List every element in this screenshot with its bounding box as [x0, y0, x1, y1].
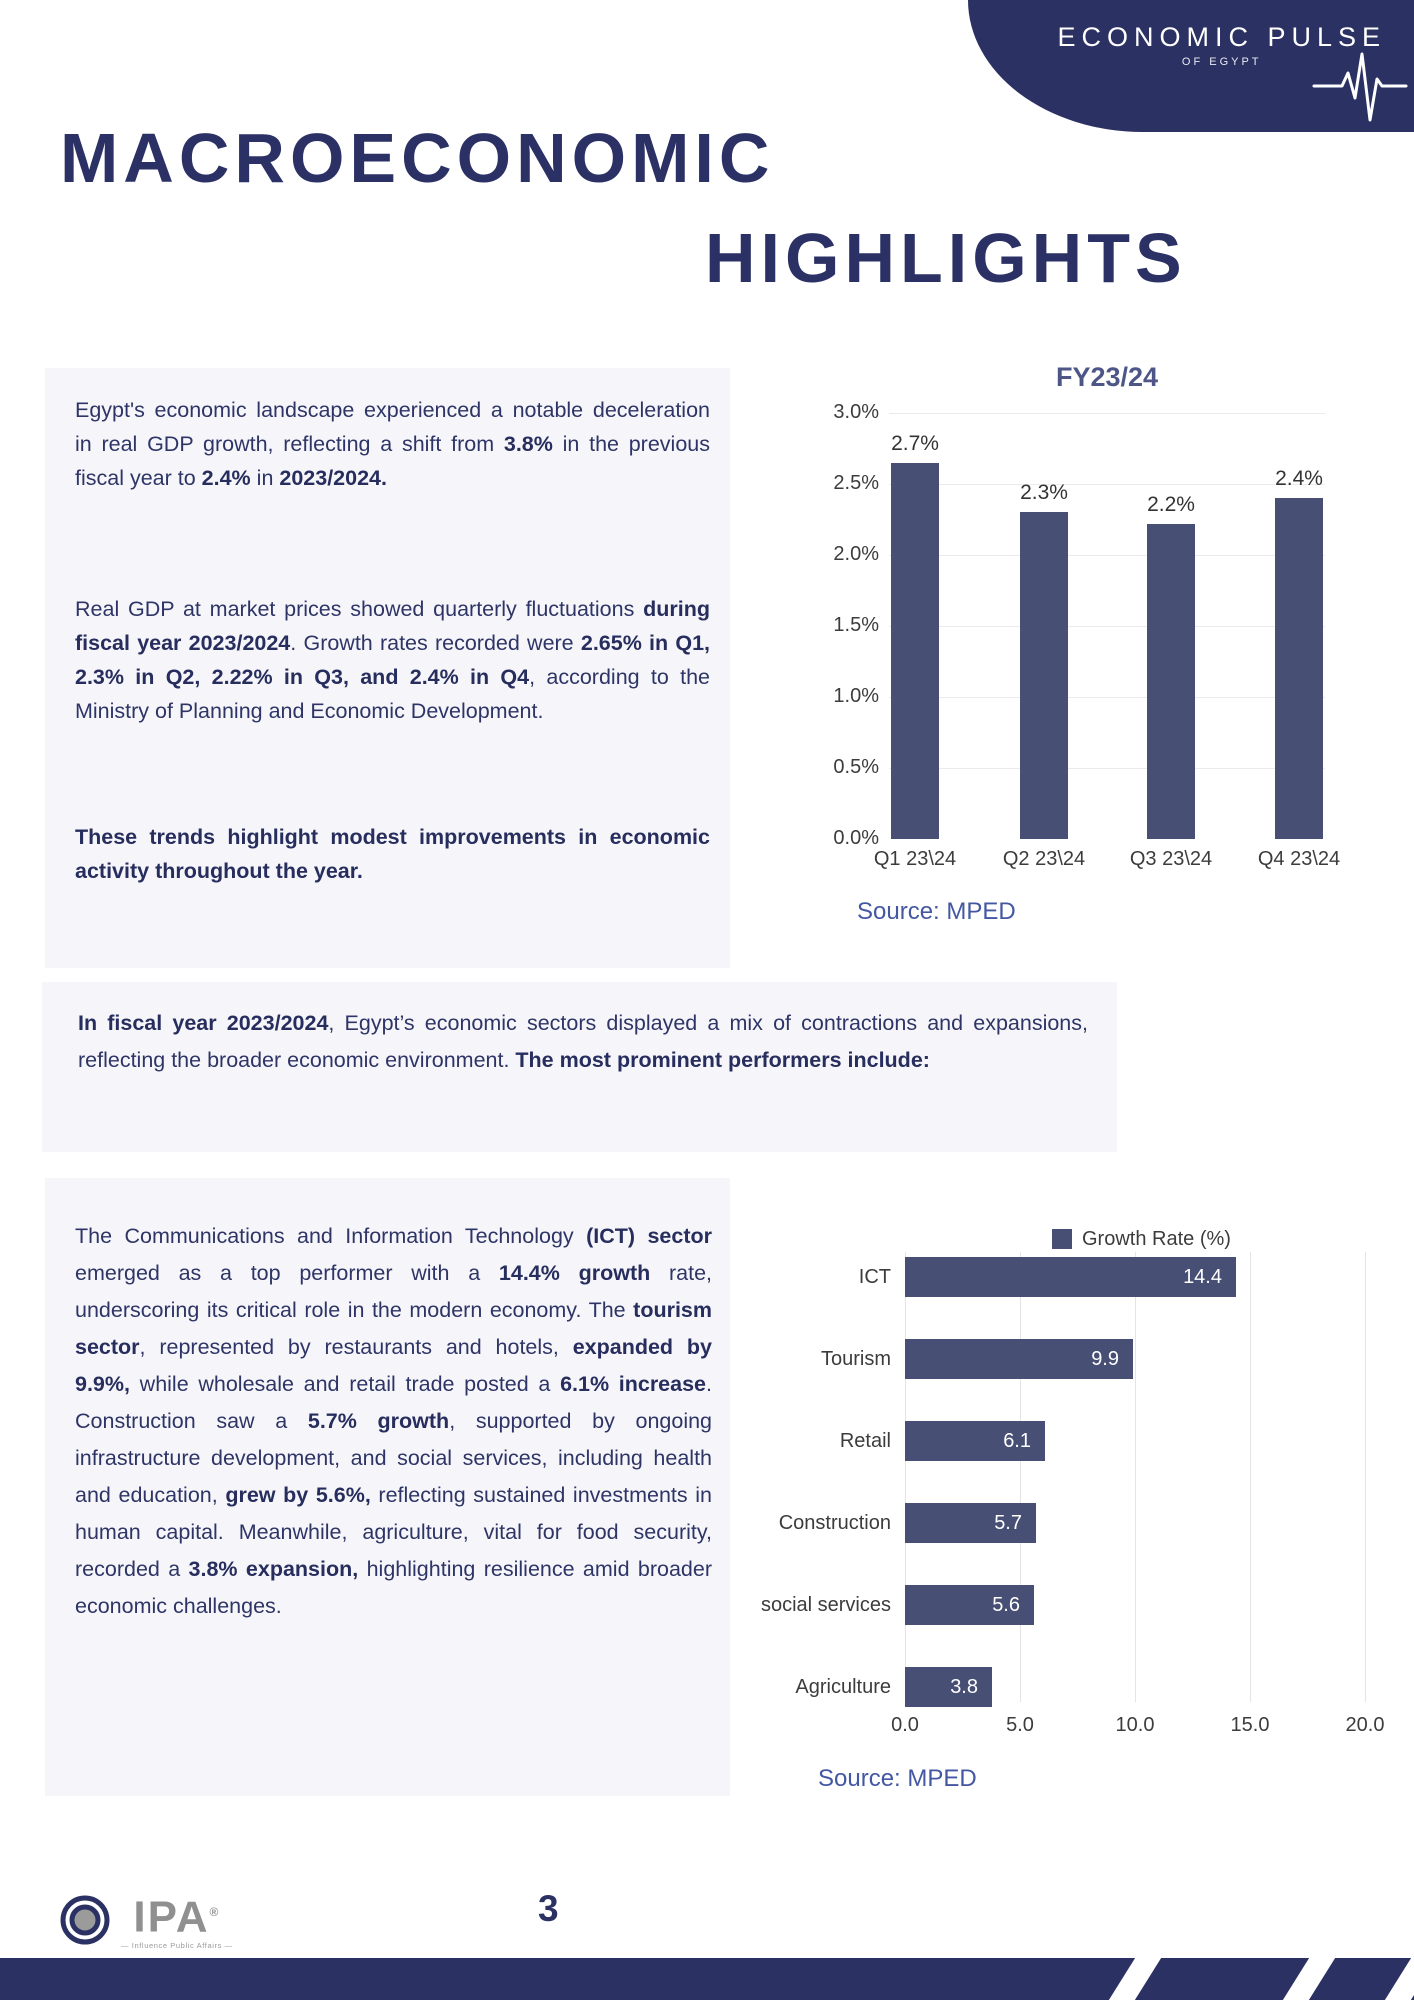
x-axis-category-label: Q2 23\24 [1002, 848, 1086, 870]
grid-line [889, 484, 1325, 485]
bar-value-label: 3.8 [950, 1676, 978, 1698]
footer-bar-slash [1109, 1958, 1161, 2000]
x-axis-category-label: Q3 23\24 [1129, 848, 1213, 870]
bar-value-label: 5.7 [994, 1512, 1022, 1534]
bold-run: In fiscal year 2023/2024 [78, 1011, 329, 1035]
footer-bar [0, 1958, 1414, 2000]
text-run: in [250, 466, 280, 490]
bar [891, 463, 939, 839]
x-axis-category-label: Q4 23\24 [1257, 848, 1341, 870]
bold-run: The most prominent performers include: [515, 1048, 930, 1072]
bar-value-label: 14.4 [1183, 1266, 1222, 1288]
chart-plot-area [833, 401, 1341, 870]
y-axis-category-label: Construction [778, 1512, 891, 1534]
text-run: The Communications and Information Technology [75, 1224, 587, 1248]
y-axis-tick-label: 0.5% [833, 756, 879, 778]
bar-value-label: 6.1 [1003, 1430, 1031, 1452]
x-axis-category-label: Q1 23\24 [873, 848, 957, 870]
bold-run: during fiscal year 2023/2024 [75, 597, 710, 655]
grid-line [905, 1252, 906, 1702]
gdp-quarterly-bar-chart [800, 362, 1360, 942]
chart-title: FY23/24 [1055, 362, 1159, 392]
bar-value-label: 5.6 [992, 1594, 1020, 1616]
y-axis-tick-label: 1.5% [833, 614, 879, 636]
x-axis-tick-label: 20.0 [1345, 1714, 1385, 1736]
text-run: rate, underscoring its critical role in the modern economy. The [75, 1261, 712, 1322]
grid-line [889, 768, 1325, 769]
paragraph-quarterly-growth [75, 592, 710, 728]
grid-line [1020, 1252, 1021, 1702]
bold-run: 2.4% [201, 466, 251, 490]
x-axis-tick-label: 5.0 [1006, 1714, 1034, 1736]
chart-source-note: Source: MPED [857, 898, 1016, 925]
y-axis-tick-label: 1.0% [833, 685, 879, 707]
grid-line [889, 555, 1325, 556]
page-number: 3 [538, 1888, 559, 1929]
text-run: , supported by ongoing infrastructure development, and social services, including health and education, [75, 1409, 713, 1507]
x-axis-tick-label: 10.0 [1115, 1714, 1155, 1736]
footer-bar-slash [1385, 1958, 1414, 2000]
brand-subtitle: OF EGYPT [1181, 56, 1262, 68]
paragraph-trends-summary: These trends highlight modest improvements in economic activity throughout the year. [75, 825, 710, 883]
grid-line [1250, 1252, 1251, 1702]
text-run: Real GDP at market prices showed quarterly fluctuations [75, 597, 644, 621]
x-axis-tick-label: 0.0 [891, 1714, 919, 1736]
chart-source-note: Source: MPED [818, 1765, 977, 1792]
text-run: , represented by restaurants and hotels, [139, 1335, 573, 1359]
legend-label: Growth Rate (%) [1082, 1227, 1231, 1250]
ipa-logo-text-block [121, 1890, 233, 1950]
text-run: , Egypt’s economic sectors displayed a mix of contractions and expansions, reflecting the broader economic environment. [78, 1011, 1088, 1072]
bar-value-label: 2.7% [891, 432, 939, 455]
legend-swatch [1052, 1229, 1072, 1249]
y-axis-category-label: social services [760, 1594, 891, 1616]
paragraph-gdp-deceleration [75, 393, 710, 495]
grid-line [889, 413, 1325, 414]
text-run: . Construction saw a [75, 1372, 712, 1433]
ipa-logo-tagline: — Influence Public Affairs — [121, 1940, 233, 1950]
heartbeat-pulse-icon [1312, 46, 1408, 128]
y-axis-tick-label: 2.0% [833, 543, 879, 565]
page-title-line1: MACROECONOMIC [60, 119, 775, 197]
bold-run: 5.7% growth [307, 1409, 450, 1433]
bold-run: 6.1% increase [560, 1372, 707, 1396]
bar-value-label: 9.9 [1091, 1348, 1119, 1370]
bar [905, 1667, 992, 1707]
bar-value-label: 2.3% [1020, 481, 1068, 504]
bold-run: 14.4% growth [498, 1261, 651, 1285]
bar-value-label: 2.4% [1275, 467, 1323, 490]
header-brand-banner [968, 0, 1414, 132]
bold-run: 3.8% expansion, [188, 1557, 359, 1581]
bar [1275, 498, 1323, 839]
y-axis-tick-label: 3.0% [833, 401, 879, 423]
grid-line [1135, 1252, 1136, 1702]
x-axis-tick-label: 15.0 [1230, 1714, 1270, 1736]
brand-title: ECONOMIC PULSE [1057, 22, 1386, 52]
bold-run: expanded by 9.9%, [75, 1335, 712, 1396]
text-run: reflecting sustained investments in human capital. Meanwhile, agriculture, vital for food security, recorded a [75, 1483, 712, 1581]
text-run: highlighting resilience amid broader economic challenges. [75, 1557, 712, 1618]
paragraph-sector-details [75, 1218, 712, 1625]
registered-mark: ® [209, 1905, 221, 1919]
y-axis-category-label: Tourism [820, 1348, 891, 1370]
chart-legend [1052, 1228, 1414, 1250]
y-axis-tick-label: 2.5% [833, 472, 879, 494]
text-run: in the previous fiscal year to [75, 432, 710, 490]
sector-growth-bar-chart [760, 1227, 1414, 1828]
bold-run: grew by 5.6%, [225, 1483, 371, 1507]
text-run: , according to the Ministry of Planning and Economic Development. [75, 665, 711, 723]
ipa-logo [58, 1890, 233, 1950]
ipa-logo-emblem [58, 1893, 112, 1947]
ipa-logo-name: IPA® [133, 1892, 221, 1942]
bar-value-label: 2.2% [1147, 493, 1195, 516]
grid-line [1365, 1252, 1366, 1702]
bold-run: tourism sector [75, 1298, 712, 1359]
bold-run: 2023/2024. [279, 466, 387, 490]
footer-bar-slash [1283, 1958, 1335, 2000]
bold-run: 2.65% in Q1, 2.3% in Q2, 2.22% in Q3, and 2.4% in Q4 [75, 631, 711, 689]
text-run: while wholesale and retail trade posted a [129, 1372, 561, 1396]
bar [1020, 512, 1068, 839]
y-axis-tick-label: 0.0% [833, 827, 879, 849]
bold-run: 3.8% [503, 432, 553, 456]
text-run: . Growth rates recorded were [290, 631, 581, 655]
text-run: Egypt's economic landscape experienced a notable deceleration in real GDP growth, reflecting a shift from [75, 398, 710, 456]
paragraph-sector-overview [78, 1005, 1088, 1079]
y-axis-category-label: Retail [839, 1430, 891, 1452]
grid-line [889, 697, 1325, 698]
text-run: emerged as a top performer with a [75, 1261, 499, 1285]
chart-plot-area [760, 1252, 1385, 1736]
y-axis-category-label: Agriculture [795, 1676, 891, 1698]
y-axis-category-label: ICT [858, 1266, 891, 1288]
bar [1147, 524, 1195, 839]
grid-line [889, 626, 1325, 627]
bold-run: (ICT) sector [586, 1224, 712, 1248]
page-title-line2: HIGHLIGHTS [705, 219, 1187, 297]
